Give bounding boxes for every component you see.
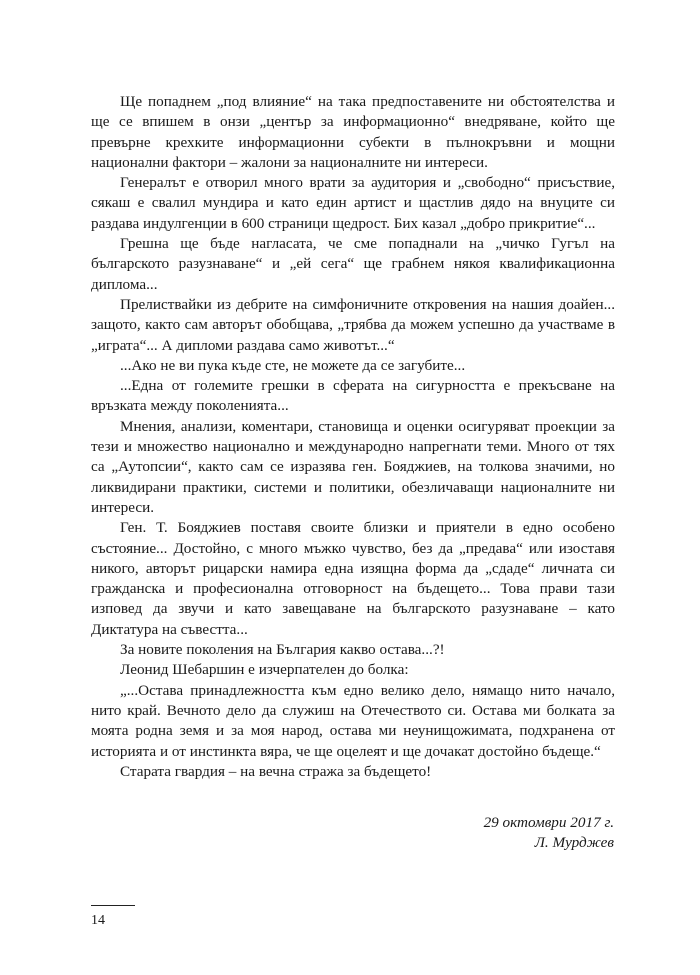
closing-paragraph: Старата гвардия – на вечна стража за бъдещето! [120, 762, 432, 780]
signature-block [484, 813, 614, 854]
footer-rule [91, 905, 135, 906]
paragraph: ...Ако не ви пука къде сте, не можете да се загубите... [120, 356, 466, 374]
paragraph: За новите поколения на България какво остава...?! [120, 641, 445, 659]
paragraph: Генералът е отворил много врати за аудитория и „свободно“ присъствие, сякаш е свалил мундира и като един артист и щастлив дядо на внуците си раздава индулгенции в 600 страници щедрост. Бих казал „добро прикритие“... [91, 174, 615, 232]
paragraph: ...Една от големите грешки в сферата на сигурността е прекъсване на връзката между поколенията... [91, 377, 615, 415]
paragraph: Ген. Т. Бояджиев поставя своите близки и приятели в едно особено състояние... Достойно, с много мъжко чувство, без да „предава“ или изоставя никого, авторът рицарски намира една изящна форма да „сдаде“ личната си гражданска и професионална отговорност на бъдещето... Това прави тази изповед да звучи и като завещаване на българското разузнаване – като Диктатура на съвестта... [91, 519, 615, 638]
signature-date: 29 октомври 2017 г. [483, 814, 614, 831]
paragraph: Прелиствайки из дебрите на симфоничните откровения на нашия доайен... защото, както сам авторът обобщава, „трябва да можем успешно да участваме в „играта“... А дипломи раздава само животът...“ [91, 295, 615, 354]
signature-author: Л. Мурджев [534, 834, 614, 852]
paragraph: Ще попаднем „под влияние“ на така предпоставените ни обстоятелства и ще се впишем в онзи „център за информационно“ внедряване, който ще превърне крехките информационни субекти в пълнокръвни и мощни национални фактори – жалони за националните ни интереси. [91, 93, 615, 171]
page-number: 14 [91, 913, 105, 928]
paragraph: Грешна ще бъде нагласата, че сме попаднали на „чичко Гугъл на българското разузнаване“ и „ей сега“ ще грабнем някоя квалификационна диплома... [91, 235, 615, 293]
body-text [91, 92, 615, 782]
paragraph: Мнения, анализи, коментари, становища и оценки осигуряват проекции за тези и множество национално и международно напрегнати теми. Много от тях са „Аутопсии“, както сам се изразява ген. Бояджиев, на толкова значими, но ликвидирани практики, системи и политики, обезличаващи националните ни интереси. [91, 417, 615, 516]
paragraph: Леонид Шебаршин е изчерпателен до болка: [120, 661, 409, 679]
quote-paragraph: „...Остава принадлежността към едно велико дело, нямащо нито начало, нито край. Вечното дело да служиш на Отечеството си. Остава ми болката за моята родна земя и за моя народ, остава ми неунищожимата, подхранена от историята и от инстинкта вяра, че ще оцелеят и ще дочакат достойно бъдеще.“ [91, 681, 615, 760]
